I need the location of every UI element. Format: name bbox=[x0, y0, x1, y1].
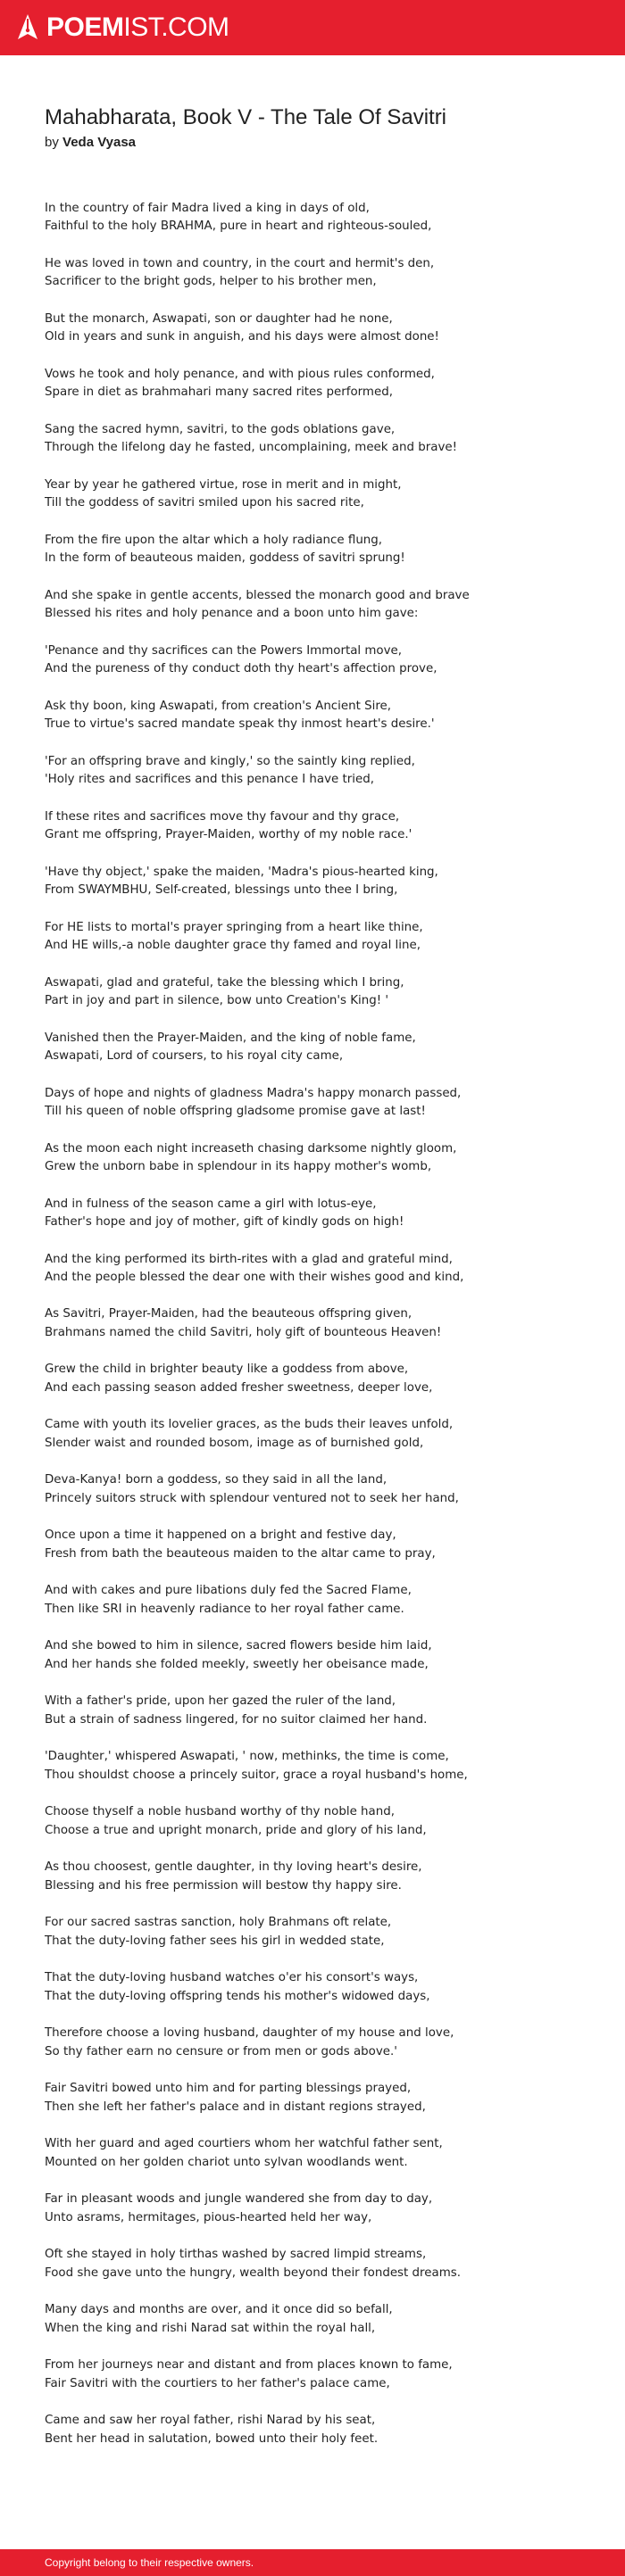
stanza bbox=[45, 753, 625, 790]
stanza bbox=[45, 698, 625, 734]
stanza bbox=[45, 1693, 625, 1729]
stanza bbox=[45, 421, 625, 458]
poem-line: Blessed his rites and holy penance and a boon unto him gave: bbox=[45, 607, 419, 621]
stanza bbox=[45, 1914, 625, 1951]
stanza bbox=[45, 1085, 625, 1122]
poem-line: So thy father earn no censure or from men or gods above.' bbox=[45, 2044, 397, 2058]
stanza bbox=[45, 587, 625, 624]
poem-line: From SWAYMBHU, Self-created, blessings unto thee I bring, bbox=[45, 883, 398, 898]
stanza bbox=[45, 311, 625, 347]
poem-line: Came with youth its lovelier graces, as the buds their leaves unfold, bbox=[45, 1418, 454, 1432]
poem-line: And she bowed to him in silence, sacred flowers beside him laid, bbox=[45, 1639, 432, 1653]
poem-line: Till his queen of noble offspring gladsome promise gave at last! bbox=[45, 1105, 426, 1119]
poem-line: 'Holy rites and sacrifices and this penance I have tried, bbox=[45, 773, 374, 787]
poem-line: Choose thyself a noble husband worthy of thy noble hand, bbox=[45, 1805, 395, 1819]
poem-line: Grew the unborn babe in splendour in its happy mother's womb, bbox=[45, 1160, 432, 1174]
stanza bbox=[45, 2301, 625, 2338]
stanza bbox=[45, 2025, 625, 2061]
stanza bbox=[45, 974, 625, 1011]
poem-line: Choose a true and upright monarch, pride and glory of his land, bbox=[45, 1823, 427, 1837]
poem-line: Part in joy and part in silence, bow unto Creation's King! ' bbox=[45, 994, 389, 1008]
poem-line: And HE wills,-a noble daughter grace thy famed and royal line, bbox=[45, 939, 421, 953]
poem-line: And each passing season added fresher sweetness, deeper love, bbox=[45, 1381, 433, 1396]
stanza bbox=[45, 2135, 625, 2172]
stanza bbox=[45, 1582, 625, 1619]
poem-line: Days of hope and nights of gladness Madra's happy monarch passed, bbox=[45, 1086, 462, 1100]
stanza bbox=[45, 1140, 625, 1177]
poem-line: From her journeys near and distant and from places known to fame, bbox=[45, 2358, 453, 2373]
poem-line: Grew the child in brighter beauty like a goddess from above, bbox=[45, 1363, 409, 1377]
poem-line: Old in years and sunk in anguish, and his days were almost done! bbox=[45, 330, 439, 344]
poem-line: Bent her head in salutation, bowed unto their holy feet. bbox=[45, 2431, 379, 2446]
poem-line: Fresh from bath the beauteous maiden to the altar came to pray, bbox=[45, 1547, 436, 1561]
stanza bbox=[45, 864, 625, 900]
poem-body bbox=[45, 200, 625, 2449]
poem-line: Aswapati, glad and grateful, take the blessing which I bring, bbox=[45, 975, 404, 990]
stanza bbox=[45, 1527, 625, 1563]
poem-line: Till the goddess of savitri smiled upon his sacred rite, bbox=[45, 496, 364, 510]
author-link[interactable]: Veda Vyasa bbox=[62, 134, 137, 150]
logo-text-thin: IST.COM bbox=[123, 12, 229, 42]
copyright-text: Copyright belong to their respective owners. bbox=[45, 2556, 254, 2569]
poem-line: As Savitri, Prayer-Maiden, had the beauteous offspring given, bbox=[45, 1307, 412, 1321]
poem-line: Mounted on her golden chariot unto sylvan woodlands went. bbox=[45, 2155, 408, 2169]
stanza bbox=[45, 1859, 625, 1895]
poem-line: Faithful to the holy BRAHMA, pure in heart and righteous-souled, bbox=[45, 219, 432, 234]
poem-line: Spare in diet as brahmahari many sacred rites performed, bbox=[45, 385, 393, 400]
poem-line: Fair Savitri with the courtiers to her father's palace came, bbox=[45, 2376, 390, 2390]
poem-line: With a father's pride, upon her gazed the ruler of the land, bbox=[45, 1694, 396, 1709]
poem-line: With her guard and aged courtiers whom her watchful father sent, bbox=[45, 2137, 443, 2151]
poem-line: Many days and months are over, and it once did so befall, bbox=[45, 2303, 393, 2317]
poem-line: Then she left her father's palace and in distant regions strayed, bbox=[45, 2100, 426, 2114]
stanza bbox=[45, 1748, 625, 1785]
stanza bbox=[45, 1305, 625, 1342]
poem-line: If these rites and sacrifices move thy favour and thy grace, bbox=[45, 809, 400, 824]
poem-line: As the moon each night increaseth chasing darksome nightly gloom, bbox=[45, 1141, 457, 1155]
stanza bbox=[45, 2191, 625, 2227]
poem-line: And the king performed its birth-rites with a glad and grateful mind, bbox=[45, 1252, 453, 1266]
stanza bbox=[45, 1196, 625, 1232]
poem-line: As thou choosest, gentle daughter, in thy loving heart's desire, bbox=[45, 1860, 422, 1875]
stanza bbox=[45, 642, 625, 679]
quill-pen-icon bbox=[16, 13, 39, 42]
poem-line: Fair Savitri bowed unto him and for parting blessings prayed, bbox=[45, 2082, 412, 2096]
poem-line: 'Daughter,' whispered Aswapati, ' now, methinks, the time is come, bbox=[45, 1750, 449, 1764]
poem-line: That the duty-loving offspring tends his mother's widowed days, bbox=[45, 1989, 430, 2003]
stanza bbox=[45, 2412, 625, 2448]
poem-line: For our sacred sastras sanction, holy Brahmans oft relate, bbox=[45, 1916, 392, 1930]
poem-line: Deva-Kanya! born a goddess, so they said in all the land, bbox=[45, 1473, 388, 1487]
byline bbox=[45, 135, 625, 150]
poem-line: That the duty-loving husband watches o'er his consort's ways, bbox=[45, 1971, 419, 1985]
stanza bbox=[45, 919, 625, 956]
stanza bbox=[45, 2080, 625, 2116]
poem-line: He was loved in town and country, in the court and hermit's den, bbox=[45, 256, 435, 270]
poem-line: 'Penance and thy sacrifices can the Powers Immortal move, bbox=[45, 643, 403, 658]
stanza bbox=[45, 1361, 625, 1397]
poem-line: Father's hope and joy of mother, gift of kindly gods on high! bbox=[45, 1215, 404, 1230]
poem-line: Vanished then the Prayer-Maiden, and the king of noble fame, bbox=[45, 1031, 416, 1045]
poem-line: Brahmans named the child Savitri, holy gift of bounteous Heaven! bbox=[45, 1326, 442, 1340]
poem-line: 'For an offspring brave and kingly,' so the saintly king replied, bbox=[45, 754, 415, 768]
poem-line: Grant me offspring, Prayer-Maiden, worthy of my noble race.' bbox=[45, 828, 412, 842]
stanza bbox=[45, 1251, 625, 1288]
poem-line: Sang the sacred hymn, savitri, to the gods oblations gave, bbox=[45, 422, 396, 436]
poem-line: Year by year he gathered virtue, rose in merit and in might, bbox=[45, 477, 402, 492]
poem-line: For HE lists to mortal's prayer springing from a heart like thine, bbox=[45, 920, 423, 934]
poem-line: Then like SRI in heavenly radiance to her royal father came. bbox=[45, 1603, 404, 1616]
poem-line: Vows he took and holy penance, and with pious rules conformed, bbox=[45, 367, 435, 381]
poem-line: In the form of beauteous maiden, goddess of savitri sprung! bbox=[45, 551, 405, 566]
poem-line: Thou shouldst choose a princely suitor, grace a royal husband's home, bbox=[45, 1768, 468, 1782]
stanza bbox=[45, 366, 625, 402]
stanza bbox=[45, 1637, 625, 1674]
poem-line: Therefore choose a loving husband, daughter of my house and love, bbox=[45, 2026, 454, 2041]
poem-line: Far in pleasant woods and jungle wandered she from day to day, bbox=[45, 2192, 433, 2207]
poem-title: Mahabharata, Book V - The Tale Of Savitri bbox=[45, 105, 447, 129]
poem-line: Came and saw her royal father, rishi Narad by his seat, bbox=[45, 2414, 376, 2428]
logo-text-bold: POEM bbox=[46, 12, 124, 42]
stanza bbox=[45, 1969, 625, 2006]
poem-line: But a strain of sadness lingered, for no suitor claimed her hand. bbox=[45, 1712, 428, 1727]
stanza bbox=[45, 532, 625, 568]
footer bbox=[0, 2549, 625, 2576]
poem-line: When the king and rishi Narad sat within the royal hall, bbox=[45, 2321, 376, 2335]
poem-line: And the pureness of thy conduct doth thy heart's affection prove, bbox=[45, 662, 438, 676]
poem-line: Food she gave unto the hungry, wealth beyond their fondest dreams. bbox=[45, 2265, 461, 2280]
poem-line: And she spake in gentle accents, blessed the monarch good and brave bbox=[45, 588, 470, 602]
by-label: by bbox=[45, 134, 59, 150]
poem-line: And the people blessed the dear one with their wishes good and kind, bbox=[45, 1271, 464, 1285]
site-logo[interactable] bbox=[16, 13, 229, 42]
poem-line: Princely suitors struck with splendour ventured not to seek her hand, bbox=[45, 1492, 459, 1506]
poem-line: Sacrificer to the bright gods, helper to his brother men, bbox=[45, 275, 377, 289]
poem-line: True to virtue's sacred mandate speak thy inmost heart's desire.' bbox=[45, 717, 435, 732]
stanza bbox=[45, 808, 625, 845]
poem-line: 'Have thy object,' spake the maiden, 'Madra's pious-hearted king, bbox=[45, 865, 438, 879]
poem-line: Slender waist and rounded bosom, image as of burnished gold, bbox=[45, 1437, 424, 1451]
poem-line: Through the lifelong day he fasted, uncomplaining, meek and brave! bbox=[45, 441, 457, 455]
poem-line: But the monarch, Aswapati, son or daughter had he none, bbox=[45, 311, 393, 326]
poem-line: And with cakes and pure libations duly fed the Sacred Flame, bbox=[45, 1584, 412, 1598]
stanza bbox=[45, 1416, 625, 1453]
stanza bbox=[45, 476, 625, 513]
stanza bbox=[45, 1030, 625, 1066]
poem-line: Blessing and his free permission will bestow thy happy sire. bbox=[45, 1878, 402, 1893]
poem-content bbox=[0, 55, 625, 2448]
stanza bbox=[45, 200, 625, 236]
poem-line: Aswapati, Lord of coursers, to his royal city came, bbox=[45, 1049, 344, 1064]
stanza bbox=[45, 2357, 625, 2393]
stanza bbox=[45, 2246, 625, 2282]
poem-line: From the fire upon the altar which a holy radiance flung, bbox=[45, 533, 383, 547]
poem-line: In the country of fair Madra lived a king in days of old, bbox=[45, 201, 370, 215]
stanza bbox=[45, 1471, 625, 1508]
stanza bbox=[45, 255, 625, 292]
stanza bbox=[45, 1803, 625, 1840]
poem-line: Oft she stayed in holy tirthas washed by sacred limpid streams, bbox=[45, 2248, 427, 2262]
top-bar bbox=[0, 0, 625, 55]
poem-line: And in fulness of the season came a girl with lotus-eye, bbox=[45, 1197, 377, 1211]
poem-line: Unto asrams, hermitages, pious-hearted held her way, bbox=[45, 2210, 372, 2224]
poem-line: Ask thy boon, king Aswapati, from creation's Ancient Sire, bbox=[45, 699, 392, 713]
poem-line: That the duty-loving father sees his girl in wedded state, bbox=[45, 1934, 385, 1948]
logo-text bbox=[46, 14, 229, 41]
poem-line: And her hands she folded meekly, sweetly her obeisance made, bbox=[45, 1657, 429, 1671]
poem-line: Once upon a time it happened on a bright and festive day, bbox=[45, 1528, 396, 1543]
